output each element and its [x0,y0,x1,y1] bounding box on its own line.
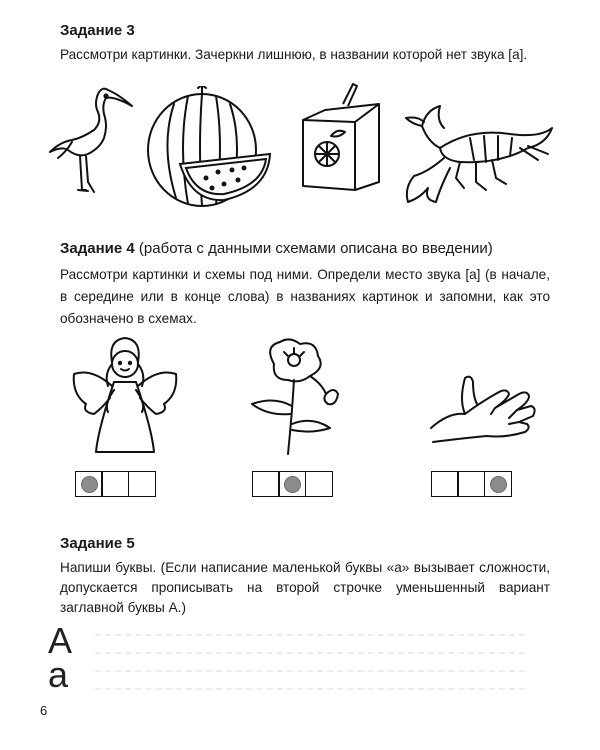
stork-icon [42,80,137,205]
scheme-cell [278,471,306,497]
angel-icon [68,334,183,459]
poppy-flower-icon [244,334,344,459]
letter-upper-sample: А [48,620,73,661]
scheme-cell [431,471,459,497]
writing-guide-line[interactable] [95,670,525,672]
juice-box-icon [295,82,385,207]
watermelon-icon [140,86,280,211]
scheme-cell [128,471,156,497]
sound-marker [490,476,507,493]
sound-marker [81,476,98,493]
scheme-cell [305,471,333,497]
letter-lower-sample: а [48,654,69,695]
scheme-2 [252,471,333,497]
task4-text: Рассмотри картинки и схемы под ними. Определи место звука [а] (в начале, в середине или в конце слова) в названиях картинок и запомни, как это обозначено в схемах. [60,267,550,326]
task3-text: Рассмотри картинки. Зачеркни лишнюю, в названии которой нет звука [а]. [60,47,528,62]
sound-marker [284,476,301,493]
task4-title: Задание 4 (работа с данными схемами описана во введении) [60,240,493,257]
scheme-cell [252,471,280,497]
crayfish-icon [400,98,560,218]
page-number: 6 [40,703,48,718]
scheme-cell [484,471,512,497]
scheme-cell [101,471,129,497]
scheme-1 [75,471,156,497]
writing-guide-line[interactable] [95,652,525,654]
task5-text: Напиши буквы. (Если написание маленькой буквы «а» вызывает сложности, допускается прописывать на второй строчке уменьшенный вариант заглавной буквы А.) [60,560,550,615]
writing-guide-line[interactable] [95,688,525,690]
scheme-cell [75,471,103,497]
task5-title: Задание 5 [60,535,135,552]
palm-hand-icon [425,358,540,448]
writing-guide-line[interactable] [95,634,525,636]
task3-title: Задание 3 [60,22,135,39]
scheme-3 [431,471,512,497]
scheme-cell [457,471,485,497]
